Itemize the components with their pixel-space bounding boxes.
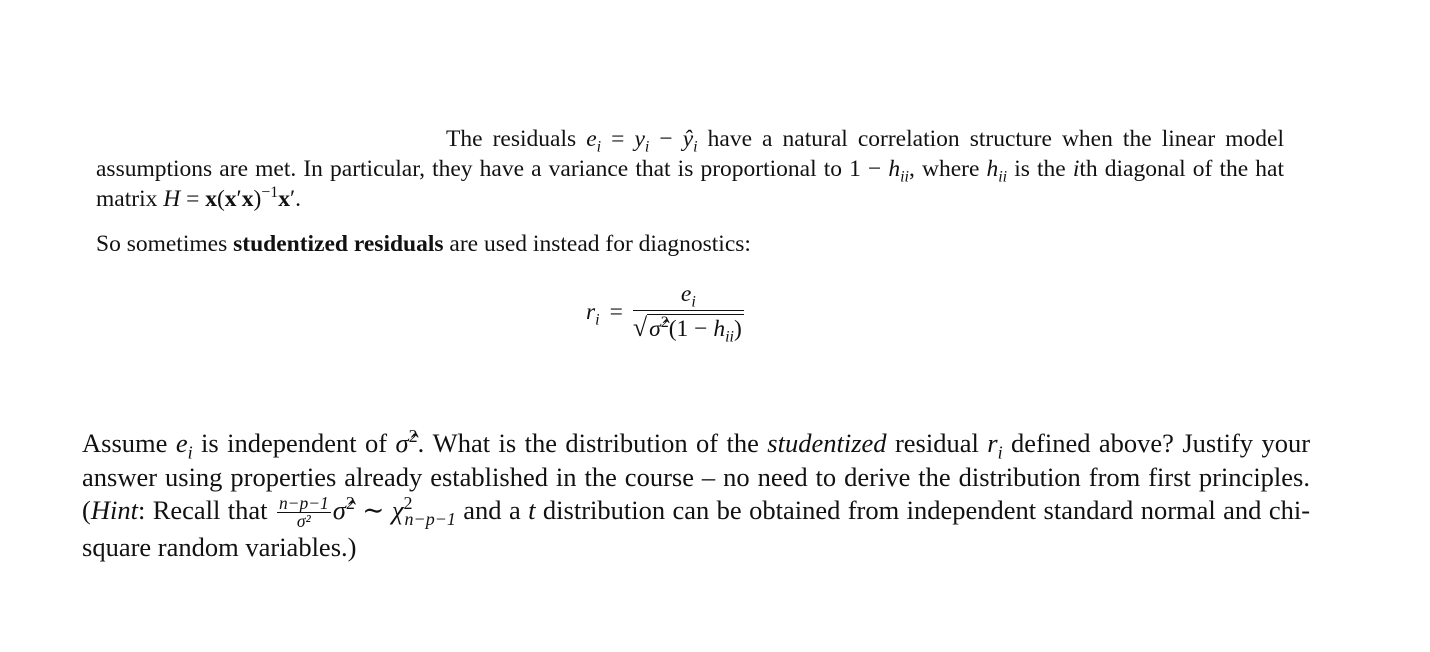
equation-numerator: $e_i$	[680, 281, 696, 311]
equation-lhs: $r_i$	[586, 298, 600, 329]
studentized-residual-equation: $r_i$ = $e_i$ √ σ̂$^2$(1 − $h_{ii}$)	[586, 281, 742, 346]
sqrt-symbol: √ σ̂$^2$(1 − $h_{ii}$)	[632, 313, 742, 346]
chi-square-symbol: χ	[391, 495, 404, 525]
studentized-intro: So sometimes studentized residuals are used instead for diagnostics:	[96, 231, 751, 257]
equation-denominator	[632, 311, 744, 346]
intro-after-def: have a natural correlation structure when the linear model assumptions are met. In particular, they have a variance that is proportional to	[96, 126, 1284, 182]
residual-symbol: $e_i$	[586, 126, 602, 156]
question-paragraph: Assume $e_i$ is independent of σ̂$^2$. What is the distribution of the studentized residual $r_i$ defined above? Justify your answer using properties already established in the course – no need to derive the distribution from first principles. (Hint: Recall that $\frac{n-p-1}{\text{σ²}}$ σ̂$^2$ ∼ $\chi^2_{n-p-1}$ and a t distribution can be obtained from independent standard normal and chi-square random variables.)	[82, 426, 1311, 562]
equation-fraction	[632, 281, 744, 346]
hint-label: Hint	[90, 495, 138, 525]
inline-fraction: $\frac{n-p-1}{\text{σ²}}$	[278, 492, 329, 532]
italic-studentized: studentized	[767, 428, 887, 458]
intro-lead: The residuals	[446, 126, 577, 152]
hat-matrix-formula: $H = x(x'x)^{-1}x'$.	[163, 184, 302, 212]
bold-term: studentized residuals	[233, 231, 444, 257]
intro-paragraph: The residuals $e_i = y_i$ − $ŷ_i$ have a natural correlation structure when the linear model assumptions are met. In particular, they have a variance that is proportional to $1 - h_{ii}$, where $h_{ii}$ is the ith diagonal of the hat matrix $H = x(x'x)^{-1}x'$.	[96, 126, 1284, 212]
